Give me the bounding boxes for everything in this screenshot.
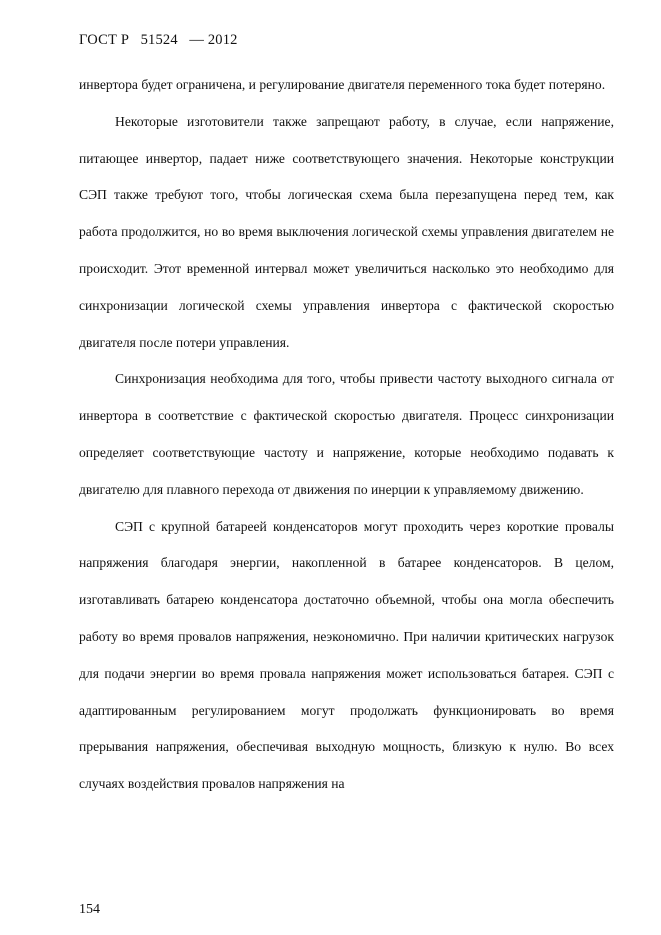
body-text — [79, 67, 614, 803]
paragraph: СЭП с крупной батареей конденсаторов могут проходить через короткие провалы напряжения благодаря энергии, накопленной в батарее конденсаторов. В целом, изготавливать батарею конденсатора достаточно объемной, чтобы она могла обеспечить работу во время провалов напряжения, неэкономично. При наличии критических нагрузок для подачи энергии во время провала напряжения может использоваться батарея. СЭП с адаптированным регулированием могут продолжать функционировать во время прерывания напряжения, обеспечивая выходную мощность, близкую к нулю. Во всех случаях воздействия провалов напряжения на — [79, 518, 614, 792]
header-year: — 2012 — [189, 32, 238, 48]
page-number: 154 — [79, 902, 100, 917]
paragraph: Синхронизация необходима для того, чтобы привести частоту выходного сигнала от инвертора в соответствие с фактической скоростью двигателя. Процесс синхронизации определяет соответствующие частоту и напряжение, которые необходимо подавать к двигателю для плавного перехода от движения по инерции к управляемому движению. — [79, 371, 614, 497]
header-standard: ГОСТ Р — [79, 32, 130, 48]
header-number: 51524 — [140, 32, 178, 48]
page-header — [79, 32, 238, 49]
paragraph: Некоторые изготовители также запрещают работу, в случае, если напряжение, питающее инвертор, падает ниже соответствующего значения. Некоторые конструкции СЭП также требуют того, чтобы логическая схема была перезапущена перед тем, как работа продолжится, но во время выключения логической схемы управления двигателем не происходит. Этот временной интервал может увеличиться насколько это необходимо для синхронизации логической схемы управления инвертора с фактической скоростью двигателя после потери управления. — [79, 113, 614, 350]
paragraph-continuation: инвертора будет ограничена, и регулирование двигателя переменного тока будет потеряно. — [79, 77, 606, 92]
